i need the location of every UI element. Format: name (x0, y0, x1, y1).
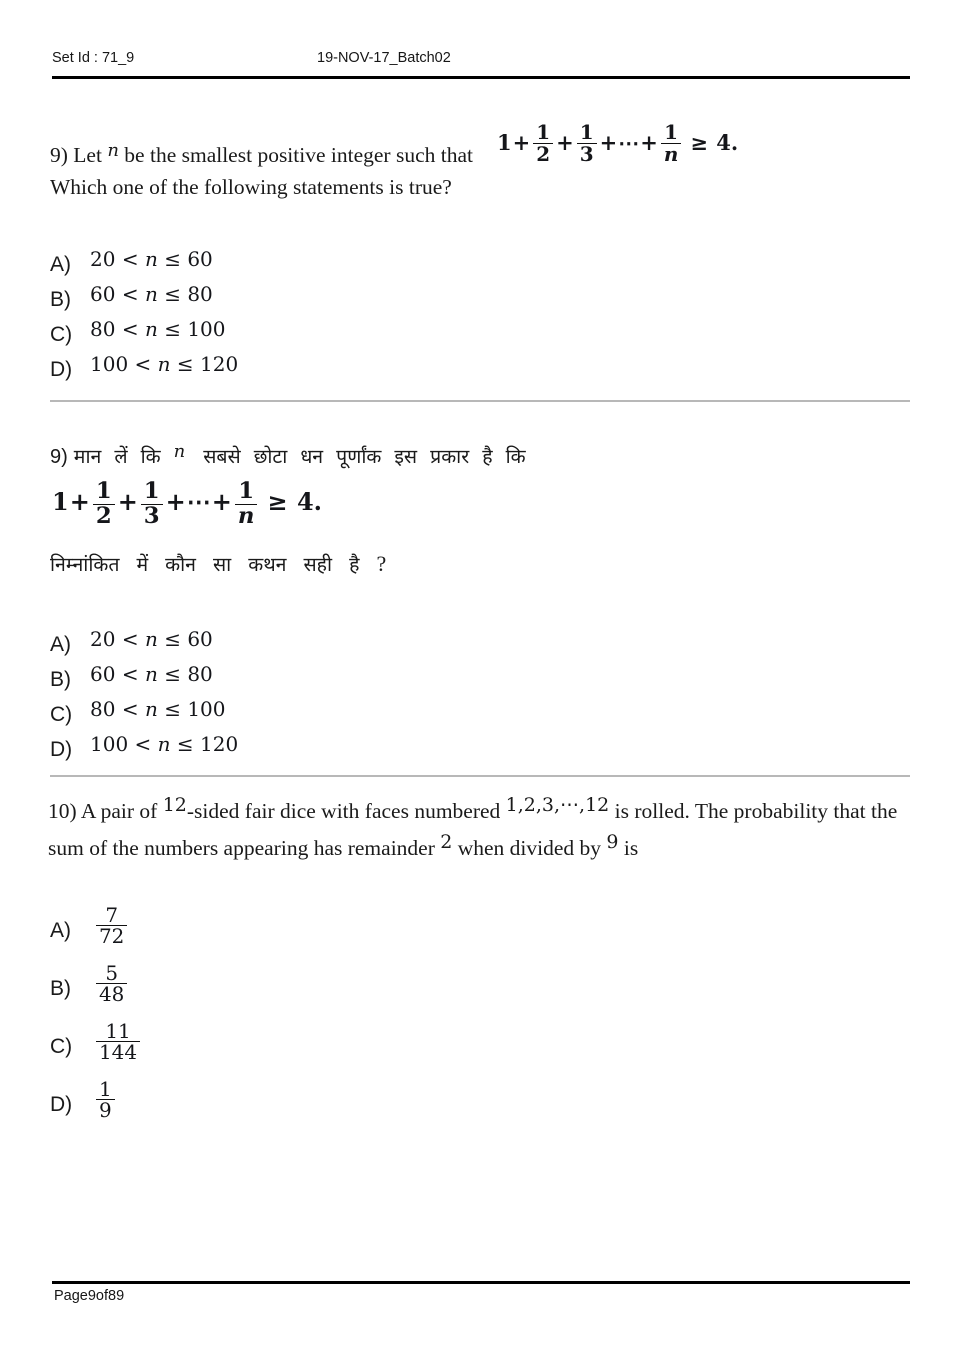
fraction-denominator: 9 (96, 1099, 115, 1121)
formula-lead: 1 (52, 487, 69, 517)
option-variable: n (144, 697, 158, 721)
hindi-word: है (349, 555, 360, 576)
question-9-number: 9) (50, 143, 68, 167)
option-body-d (94, 1076, 117, 1123)
option-label-a: A) (50, 633, 71, 656)
fraction-numerator: 1 (664, 120, 678, 144)
hindi-word: कि (505, 447, 526, 468)
option-relation-1: < (121, 282, 139, 306)
formula-rhs: 4. (296, 487, 322, 517)
option-relation-1: < (121, 697, 139, 721)
option-upper-bound: 120 (200, 352, 239, 376)
question-10-stem (48, 793, 910, 867)
option-label-a: A) (50, 253, 71, 276)
option-relation-1: < (121, 247, 139, 271)
option-body-b (94, 960, 129, 1007)
page-number-label: Page9of89 (54, 1288, 125, 1304)
option-relation-1: < (134, 352, 152, 376)
option-relation-2: ≤ (176, 352, 194, 376)
option-variable: n (157, 732, 171, 756)
fraction-numerator: 1 (579, 120, 594, 144)
question-10-seg5: when divided by (457, 836, 602, 860)
option-body-c (90, 317, 226, 341)
option-relation-1: < (121, 627, 139, 651)
formula-fraction-one-over-n (661, 122, 682, 165)
header-divider (52, 76, 910, 79)
formula-plus-4: + (211, 487, 232, 517)
option-fraction (96, 1076, 115, 1123)
option-relation-2: ≤ (164, 627, 181, 651)
option-upper-bound: 100 (187, 697, 226, 721)
option-variable: n (144, 317, 158, 341)
hindi-word: कौन (165, 555, 196, 576)
option-relation-1: < (134, 732, 152, 756)
hindi-word: लें (114, 447, 128, 468)
option-relation-2: ≤ (176, 732, 194, 756)
question-10-seg3: is rolled. The probability (614, 799, 829, 823)
option-label-b: B) (50, 977, 71, 1000)
hindi-word: छोटा (253, 447, 288, 468)
option-lower-bound: 100 (90, 732, 129, 756)
hindi-word: है (482, 447, 493, 468)
option-relation-2: ≤ (164, 697, 181, 721)
option-body-c (90, 697, 226, 721)
option-lower-bound: 60 (90, 282, 116, 306)
question-10-num-sides: 12 (162, 794, 187, 816)
formula-fraction-half (93, 480, 115, 528)
option-label-c: C) (50, 703, 73, 726)
option-fraction (96, 902, 127, 949)
hindi-word: इस (394, 447, 418, 468)
hindi-word: सा (213, 555, 232, 576)
set-id-label: Set Id : 71_9 (52, 50, 135, 66)
option-relation-2: ≤ (164, 247, 181, 271)
question-10-seg1: A pair of (80, 799, 158, 823)
fraction-numerator: 1 (95, 478, 112, 504)
option-lower-bound: 80 (90, 317, 116, 341)
question-10-number: 10) (48, 799, 77, 823)
formula-ellipsis: ⋯ (186, 487, 211, 517)
option-lower-bound: 20 (90, 247, 116, 271)
option-relation-2: ≤ (164, 662, 181, 686)
formula-plus-1: + (69, 487, 90, 517)
option-label-b: B) (50, 668, 71, 691)
option-body-a (90, 247, 213, 271)
question-9-stem-line2: Which one of the following statements is true? (50, 175, 452, 199)
fraction-numerator: 1 (536, 120, 551, 144)
question-9-hindi-formula (52, 480, 322, 528)
option-label-d: D) (50, 1093, 73, 1116)
question-9-stem-part2: be the smallest positive integer such that (124, 143, 473, 167)
question-9-english (50, 120, 910, 381)
fraction-denominator: 3 (141, 504, 163, 529)
question-9-hindi-prompt (50, 550, 403, 577)
fraction-numerator: 11 (105, 1018, 131, 1043)
formula-ellipsis: ⋯ (618, 129, 640, 155)
formula-fraction-one-over-n (235, 480, 258, 528)
option-label-d: D) (50, 738, 73, 761)
question-9-formula (497, 122, 738, 165)
hindi-word: सही (303, 555, 333, 576)
question-10-english (48, 793, 910, 1123)
formula-plus-4: + (640, 129, 658, 155)
question-9-hindi-number: 9) (50, 446, 68, 468)
question-10-seg2: -sided fair dice with faces numbered (186, 799, 501, 823)
formula-fraction-half (533, 122, 553, 165)
hindi-word: प्रकार (430, 447, 470, 468)
hindi-question-mark: ? (376, 551, 387, 576)
option-body-d (90, 352, 238, 376)
fraction-numerator: 1 (99, 1076, 112, 1101)
formula-plus-2: + (556, 129, 574, 155)
option-upper-bound: 60 (187, 627, 213, 651)
hindi-word: सबसे (203, 447, 241, 468)
option-variable: n (144, 662, 158, 686)
hindi-word: मान (73, 447, 102, 468)
question-10-faces-list: 1,2,3,⋯,12 (505, 794, 610, 816)
fraction-numerator: 7 (105, 902, 119, 927)
formula-rhs: 4. (716, 129, 739, 155)
option-body-a (90, 627, 213, 651)
question-9-variable: n (107, 140, 119, 161)
option-label-d: D) (50, 358, 73, 381)
hindi-word: कथन (248, 555, 287, 576)
formula-plus-1: + (512, 129, 531, 155)
option-upper-bound: 120 (200, 732, 239, 756)
option-label-b: B) (50, 288, 71, 311)
formula-plus-3: + (599, 129, 618, 155)
question-9-hindi-stem (50, 442, 539, 469)
option-upper-bound: 60 (187, 247, 213, 271)
option-fraction (96, 1018, 140, 1065)
option-variable: n (144, 627, 158, 651)
fraction-numerator: 1 (238, 478, 255, 504)
fraction-denominator: 3 (577, 143, 597, 165)
question-10-seg6: is (623, 836, 639, 860)
question-10-seg4: that the sum of the numbers appearing has remainder (48, 799, 898, 860)
question-9-hindi-variable: n (173, 441, 186, 462)
option-body-b (90, 662, 213, 686)
footer-divider (52, 1281, 910, 1284)
fraction-numerator: 1 (143, 478, 160, 504)
fraction-denominator: 2 (533, 143, 553, 165)
option-variable: n (157, 352, 171, 376)
hindi-word: में (136, 555, 149, 576)
formula-fraction-third (141, 480, 163, 528)
fraction-numerator: 5 (105, 960, 119, 985)
option-relation-2: ≤ (164, 317, 181, 341)
formula-fraction-third (577, 122, 597, 165)
section-divider-2 (50, 775, 910, 777)
fraction-denominator: 2 (93, 504, 115, 529)
option-upper-bound: 80 (187, 662, 213, 686)
formula-relation: ≥ (690, 129, 708, 155)
option-body-b (90, 282, 213, 306)
option-fraction (96, 960, 127, 1007)
option-label-c: C) (50, 323, 73, 346)
option-variable: n (144, 247, 158, 271)
option-body-a (94, 902, 129, 949)
section-divider-1 (50, 400, 910, 402)
fraction-denominator: n (661, 143, 682, 165)
formula-plus-3: + (165, 487, 186, 517)
option-lower-bound: 100 (90, 352, 129, 376)
fraction-denominator: 48 (96, 983, 127, 1005)
fraction-denominator: n (235, 504, 258, 529)
hindi-word: निम्नांकित (50, 555, 120, 576)
page-header (52, 50, 910, 72)
option-relation-1: < (121, 662, 139, 686)
formula-relation: ≥ (267, 487, 288, 517)
question-9-stem (50, 140, 910, 203)
option-relation-1: < (121, 317, 139, 341)
option-lower-bound: 20 (90, 627, 116, 651)
option-body-c (94, 1018, 142, 1065)
fraction-denominator: 144 (96, 1041, 140, 1063)
option-lower-bound: 60 (90, 662, 116, 686)
formula-lead: 1 (497, 129, 512, 155)
fraction-denominator: 72 (96, 925, 127, 947)
option-upper-bound: 80 (187, 282, 213, 306)
formula-plus-2: + (117, 487, 138, 517)
hindi-word: पूर्णांक (336, 447, 382, 468)
question-9-stem-part1: Let (73, 143, 102, 167)
option-relation-2: ≤ (164, 282, 181, 306)
option-variable: n (144, 282, 158, 306)
option-label-a: A) (50, 919, 71, 942)
hindi-word: कि (140, 447, 161, 468)
question-10-divisor: 9 (606, 831, 619, 853)
option-body-d (90, 732, 238, 756)
option-lower-bound: 80 (90, 697, 116, 721)
hindi-word: धन (300, 447, 324, 468)
question-10-remainder: 2 (440, 831, 453, 853)
batch-label: 19-NOV-17_Batch02 (317, 50, 451, 66)
option-upper-bound: 100 (187, 317, 226, 341)
option-label-c: C) (50, 1035, 73, 1058)
